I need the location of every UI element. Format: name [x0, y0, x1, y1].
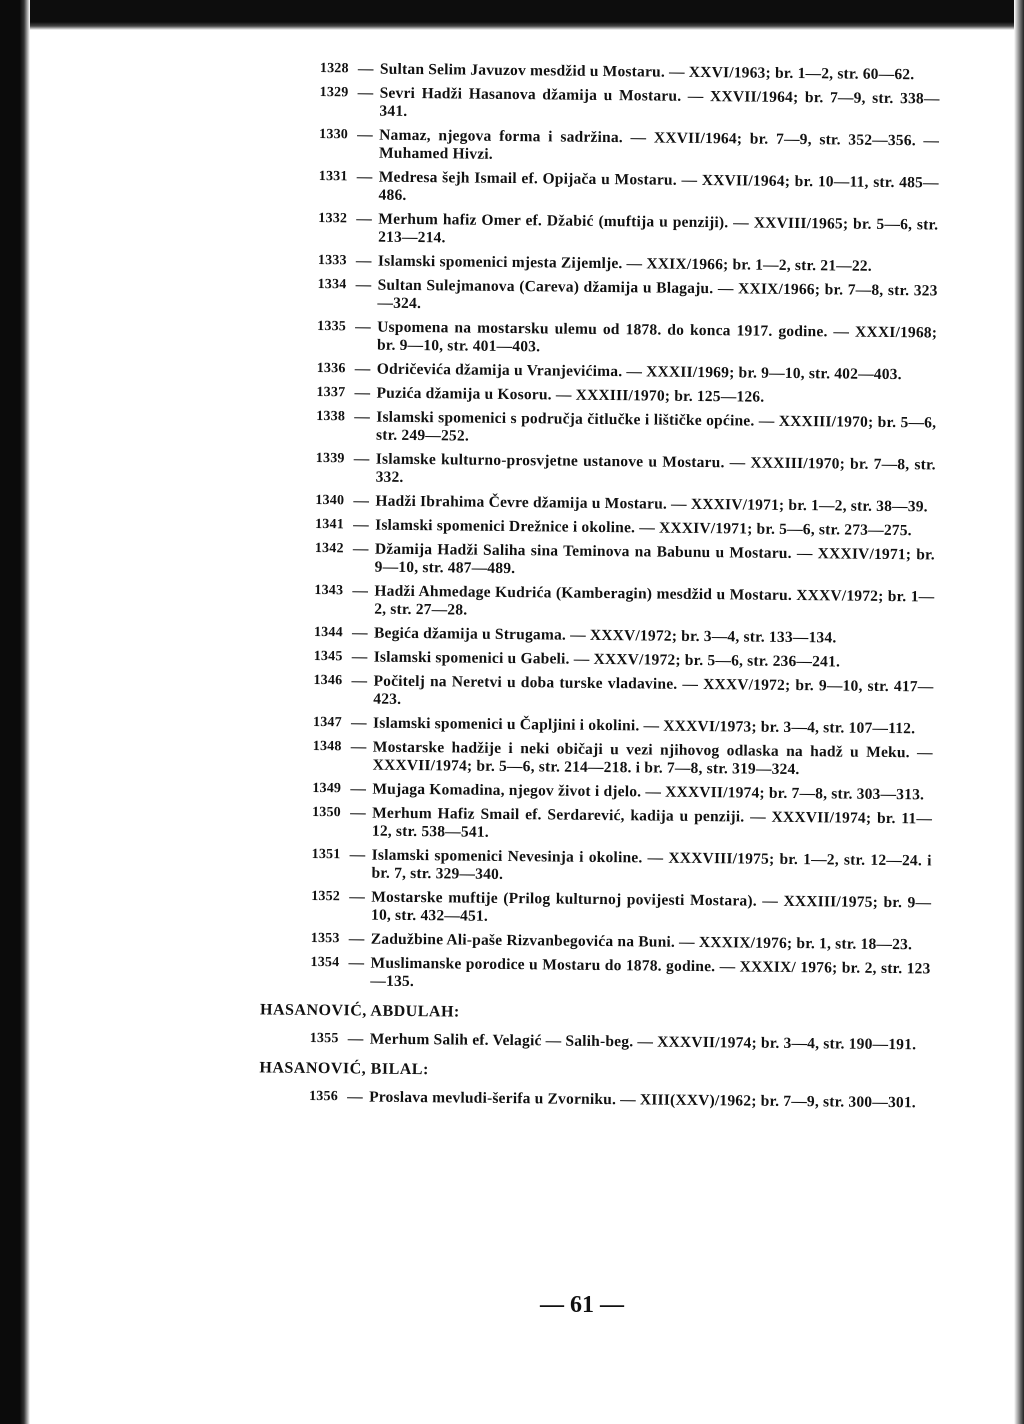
entry-dash: — — [352, 540, 369, 558]
entry-dash: — — [353, 492, 370, 510]
author-heading-abdulah: HASANOVIĆ, ABDULAH: — [259, 1001, 460, 1021]
entry-dash: — — [349, 846, 366, 864]
entry-text: Sultan Sulejmanova (Careva) džamija u Blagaju. — XXIX/1966; br. 7—8, str. 323—324. — [377, 276, 938, 313]
author-heading-bilal: HASANOVIĆ, BILAL: — [259, 1059, 429, 1079]
entry-list-a — [310, 60, 940, 996]
entry-dash: — — [354, 408, 371, 426]
entry-number: 1354 — [310, 954, 340, 971]
entry-number: 1343 — [314, 582, 344, 599]
entry-dash: — — [354, 384, 371, 402]
entry-text: Islamske kulturno-prosvjetne ustanove u Mostaru. — XXXIII/1970; br. 7—8, str. 332. — [375, 450, 936, 486]
entry-text: Islamski spomenici Nevesinja i okoline. — XXXVIII/1975; br. 1—2, str. 12—24. i br. 7, str. 329—340. — [371, 846, 932, 883]
entry-dash: — — [348, 954, 365, 972]
entry-list-c — [309, 1088, 929, 1112]
bibliography-entry — [315, 492, 935, 516]
entry-number: 1339 — [315, 450, 345, 467]
entry-text: Odričevića džamija u Vranjevićima. — XXXII/1969; br. 9—10, str. 402—403. — [376, 360, 902, 384]
entry-text: Uspomena na mostarsku ulemu od 1878. do konca 1917. godine. — XXXI/1968; br. 9—10, str. 401—403. — [376, 318, 938, 356]
entry-number: 1340 — [315, 492, 345, 509]
entry-text: Medresa šejh Ismail ef. Opijača u Mostaru. — XXVII/1964; br. 10—11, str. 485—486. — [378, 168, 939, 204]
entry-text: Islamski spomenici mjesta Zijemlje. — XXIX/1966; br. 1—2, str. 21—22. — [377, 252, 872, 275]
entry-dash: — — [351, 624, 368, 642]
entry-number: 1329 — [319, 84, 349, 101]
entry-dash: — — [355, 318, 371, 336]
entry-dash: — — [350, 780, 367, 798]
bibliography-entry — [309, 1088, 929, 1112]
bibliography-entry — [311, 846, 931, 888]
bibliography-entry — [318, 210, 938, 252]
entry-text: Mostarske hadžije i neki običaji u vezi njihovog odlaska na hadž u Meku. — XXXVII/1974; br. 5—6, str. 214—218. i br. 7—8, str. 319—324. — [372, 738, 933, 779]
entry-text: Islamski spomenici u Čapljini i okolini. — XXXVI/1973; br. 3—4, str. 107—112. — [372, 714, 916, 738]
entry-text: Merhum Hafiz Smail ef. Serdarević, kadija u penziji. — XXXVII/1974; br. 11—12, str. 538—541. — [371, 804, 933, 841]
entry-number: 1344 — [313, 624, 343, 641]
entry-dash: — — [351, 648, 368, 666]
bibliography-entry — [318, 252, 938, 276]
entry-number: 1335 — [317, 318, 347, 335]
entry-text: Islamski spomenici s područja čitlučke i lištičke općine. — XXXIII/1970; br. 5—6, str. 249—252. — [375, 408, 937, 445]
bibliography-entry — [311, 888, 931, 930]
scan-top-edge — [30, 0, 1024, 30]
bibliography-entry — [310, 1030, 930, 1054]
entry-number: 1353 — [310, 930, 340, 947]
entry-number: 1338 — [316, 408, 346, 425]
scan-left-edge — [0, 0, 30, 1424]
entry-text: Sultan Selim Javuzov mesdžid u Mostaru. — XXVI/1963; br. 1—2, str. 60—62. — [379, 60, 915, 84]
entry-dash: — — [349, 888, 366, 906]
entry-number: 1332 — [318, 210, 348, 227]
entry-dash: — — [356, 168, 373, 186]
entry-text: Puzića džamija u Kosoru. — XXXIII/1970; br. 125—126. — [376, 384, 765, 406]
entry-number: 1355 — [309, 1030, 339, 1047]
entry-dash: — — [356, 210, 373, 228]
bibliography-entry — [310, 954, 930, 996]
entry-number: 1345 — [313, 648, 343, 665]
entry-dash: — — [352, 582, 369, 600]
entry-dash: — — [347, 1088, 363, 1106]
bibliography-entry — [313, 672, 933, 714]
entry-number: 1352 — [311, 888, 341, 905]
bibliography-entry — [318, 168, 938, 210]
entry-number: 1351 — [311, 846, 341, 863]
bibliography-entry — [317, 360, 937, 384]
entry-number: 1336 — [316, 360, 346, 377]
entry-dash: — — [357, 84, 374, 102]
bibliography-entry — [314, 624, 934, 648]
entry-number: 1346 — [313, 672, 343, 689]
entry-dash: — — [347, 1030, 364, 1048]
entry-dash: — — [348, 930, 365, 948]
entry-dash: — — [350, 804, 366, 822]
entry-number: 1328 — [319, 60, 349, 77]
entry-text: Sevri Hadži Hasanova džamija u Mostaru. — XXVII/1964; br. 7—9, str. 338—341. — [379, 84, 940, 120]
bibliography-entry — [312, 804, 932, 846]
page-number: — 61 — — [540, 1292, 624, 1318]
entry-text: Begića džamija u Strugama. — XXXV/1972; br. 3—4, str. 133—134. — [373, 624, 837, 647]
entry-text: Proslava mevludi-šerifa u Zvorniku. — XIII(XXV)/1962; br. 7—9, str. 300—301. — [369, 1088, 917, 1112]
entry-text: Islamski spomenici Drežnice i okoline. — XXXIV/1971; br. 5—6, str. 273—275. — [375, 516, 912, 540]
bibliography-page — [259, 60, 940, 1118]
bibliography-entry — [314, 582, 934, 624]
bibliography-entry — [316, 450, 936, 492]
entry-number: 1331 — [318, 168, 348, 185]
entry-number: 1356 — [309, 1088, 339, 1105]
entry-text: Muslimanske porodice u Mostaru do 1878. godine. — XXXIX/ 1976; br. 2, str. 123—135. — [370, 954, 931, 991]
entry-number: 1337 — [316, 384, 346, 401]
scan-right-edge — [1014, 0, 1024, 1424]
entry-number: 1348 — [312, 738, 342, 755]
entry-dash: — — [355, 252, 372, 270]
entry-number: 1350 — [312, 804, 342, 821]
entry-dash: — — [357, 126, 374, 144]
entry-text: Počitelj na Neretvi u doba turske vladavine. — XXXV/1972; br. 9—10, str. 417—423. — [373, 672, 934, 708]
bibliography-entry — [319, 126, 939, 168]
bibliography-entry — [315, 540, 935, 582]
entry-text: Hadži Ahmedage Kudrića (Kamberagin) mesdžid u Mostaru. XXXV/1972; br. 1—2, str. 27—28. — [374, 582, 935, 619]
entry-text: Džamija Hadži Saliha sina Teminova na Babunu u Mostaru. — XXXIV/1971; br. 9—10, str. 487—489. — [374, 540, 935, 578]
entry-text: Merhum hafiz Omer ef. Džabić (muftija u penziji). — XXVIII/1965; br. 5—6, str. 213—214. — [378, 210, 939, 247]
entry-number: 1334 — [317, 276, 347, 293]
bibliography-entry — [313, 738, 933, 780]
bibliography-entry — [314, 648, 934, 672]
entry-text: Mostarske muftije (Prilog kulturnoj povijesti Mostara). — XXXIII/1975; br. 9—10, str. 432—451. — [370, 888, 932, 925]
entry-text: Hadži Ibrahima Čevre džamija u Mostaru. — XXXIV/1971; br. 1—2, str. 38—39. — [375, 492, 928, 516]
bibliography-entry — [320, 60, 940, 84]
bibliography-entry — [316, 384, 936, 408]
entry-list-b — [310, 1030, 930, 1054]
entry-dash: — — [357, 60, 374, 78]
bibliography-entry — [316, 408, 936, 450]
entry-text: Islamski spomenici u Gabeli. — XXXV/1972; br. 5—6, str. 236—241. — [373, 648, 841, 671]
entry-number: 1347 — [312, 714, 342, 731]
entry-dash: — — [350, 714, 367, 732]
entry-dash: — — [354, 360, 371, 378]
entry-number: 1330 — [319, 126, 349, 143]
entry-text: Namaz, njegova forma i sadržina. — XXVII/1964; br. 7—9, str. 352—356. — Muhamed Hivzi. — [378, 126, 940, 163]
bibliography-entry — [313, 714, 933, 738]
entry-dash: — — [350, 738, 367, 756]
bibliography-entry — [317, 318, 937, 360]
entry-dash: — — [355, 276, 372, 294]
bibliography-entry — [311, 930, 931, 954]
entry-text: Zadužbine Ali-paše Rizvanbegovića na Buni. — XXXIX/1976; br. 1, str. 18—23. — [370, 930, 913, 954]
entry-text: Merhum Salih ef. Velagić — Salih-beg. — XXXVII/1974; br. 3—4, str. 190—191. — [369, 1030, 917, 1054]
entry-dash: — — [353, 516, 369, 534]
entry-text: Mujaga Komadina, njegov život i djelo. — XXXVII/1974; br. 7—8, str. 303—313. — [372, 780, 925, 804]
entry-number: 1342 — [314, 540, 344, 557]
entry-number: 1341 — [315, 516, 345, 533]
entry-dash: — — [351, 672, 368, 690]
bibliography-entry — [319, 84, 939, 126]
bibliography-entry — [317, 276, 937, 318]
entry-dash: — — [353, 450, 370, 468]
bibliography-entry — [312, 780, 932, 804]
entry-number: 1349 — [312, 780, 342, 797]
bibliography-entry — [315, 516, 935, 540]
entry-number: 1333 — [317, 252, 347, 269]
